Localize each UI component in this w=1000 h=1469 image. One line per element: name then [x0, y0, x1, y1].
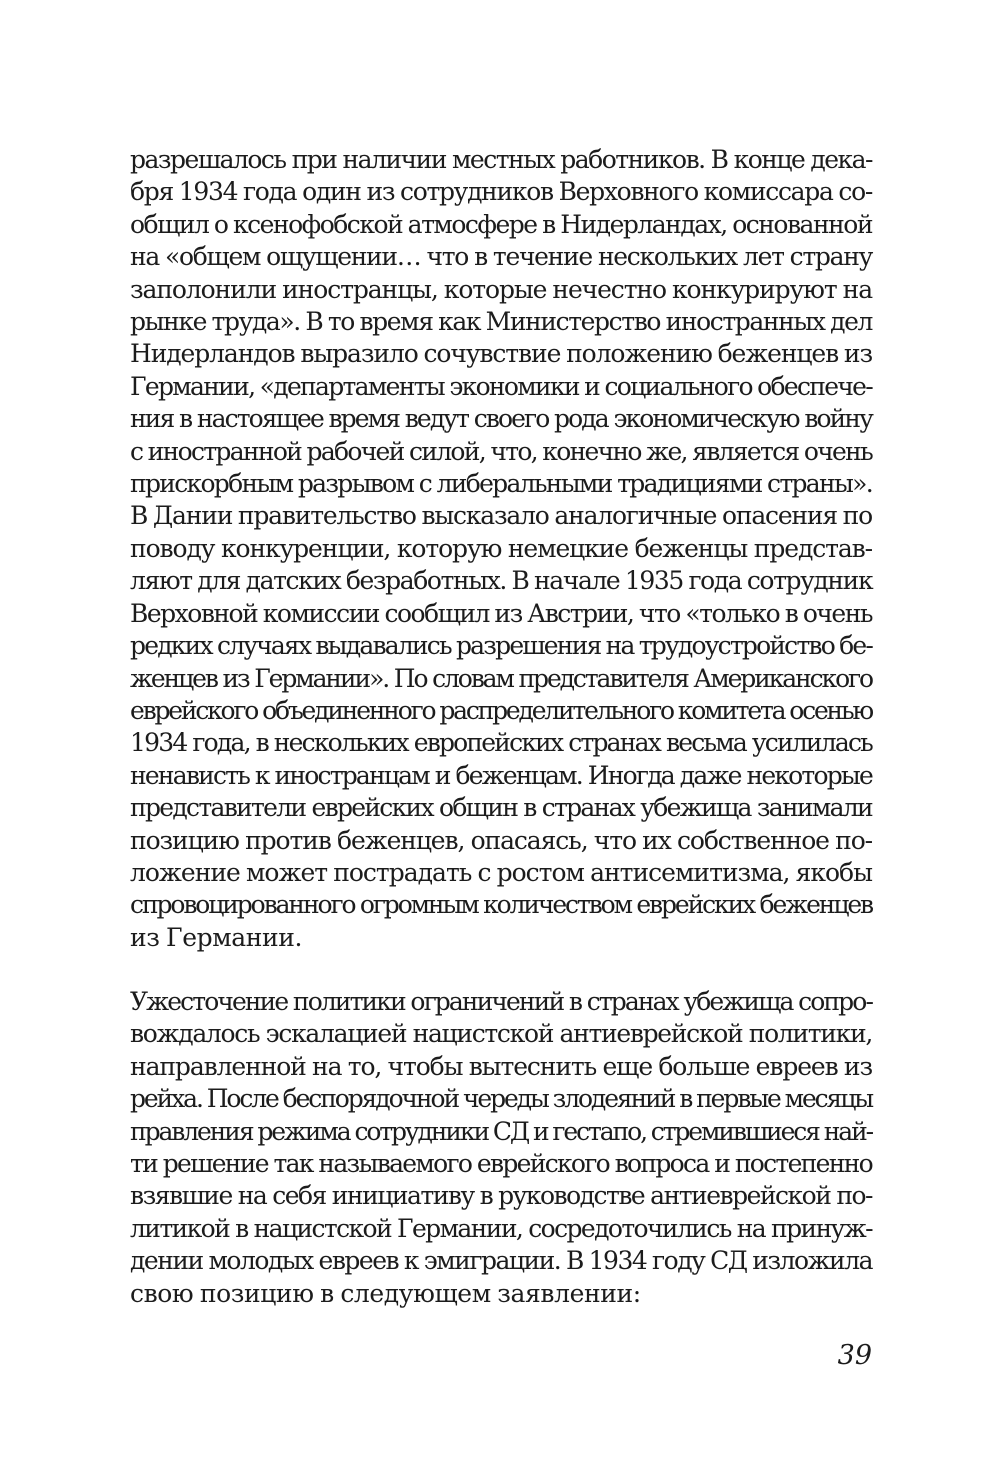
- text-line: общил о ксенофобской атмосфере в Нидерландах, основанной: [130, 209, 872, 239]
- paragraph-1: [130, 144, 872, 954]
- text-line: свою позицию в следующем заявлении:: [130, 1278, 641, 1308]
- text-line: спровоцированного огромным количеством еврейских беженцев: [130, 890, 872, 920]
- text-line: на «общем ощущении… что в течение нескольких лет страну: [130, 242, 872, 272]
- text-line: еврейского объединенного распределительного комитета осенью: [130, 695, 872, 725]
- text-line: Ужесточение политики ограничений в странах убежища сопро-: [130, 987, 872, 1016]
- text-line: поводу конкуренции, которую немецкие беженцы представ-: [130, 533, 872, 563]
- text-line: Германии, «департаменты экономики и социального обеспече-: [130, 371, 872, 401]
- text-line: вождалось эскалацией нацистской антиеврейской политики,: [130, 1019, 872, 1049]
- text-line: ти решение так называемого еврейского вопроса и постепенно: [130, 1149, 872, 1179]
- text-line: с иностранной рабочей силой, что, конечно же, является очень: [130, 436, 872, 466]
- text-line: ляют для датских безработных. В начале 1935 года сотрудник: [130, 566, 873, 596]
- text-line: бря 1934 года один из сотрудников Верховного комиссара со-: [130, 177, 872, 207]
- text-line: правления режима сотрудники СД и гестапо, стремившиеся най-: [130, 1116, 872, 1146]
- paragraph-2: [130, 986, 872, 1310]
- text-line: Верховной комиссии сообщил из Австрии, что «только в очень: [130, 598, 872, 628]
- text-line: женцев из Германии». По словам представителя Американского: [130, 663, 872, 693]
- text-line: ложение может пострадать с ростом антисемитизма, якобы: [130, 857, 872, 887]
- text-line: заполонили иностранцы, которые нечестно конкурируют на: [130, 274, 872, 304]
- text-line: ненависть к иностранцам и беженцам. Иногда даже некоторые: [130, 760, 872, 790]
- text-line: позицию против беженцев, опасаясь, что их собственное по-: [130, 825, 872, 855]
- text-line: представители еврейских общин в странах убежища занимали: [130, 793, 872, 823]
- text-line: взявшие на себя инициативу в руководстве антиеврейской по-: [130, 1181, 872, 1211]
- text-line: разрешалось при наличии местных работников. В конце дека-: [130, 145, 872, 174]
- text-line: литикой в нацистской Германии, сосредоточились на принуж-: [130, 1213, 872, 1243]
- text-line: рейха. После беспорядочной череды злодеяний в первые месяцы: [130, 1084, 872, 1114]
- text-line: прискорбным разрывом с либеральными традициями страны».: [130, 469, 872, 499]
- text-line: В Дании правительство высказало аналогичные опасения по: [130, 501, 872, 531]
- text-line: редких случаях выдавались разрешения на трудоустройство бе-: [130, 631, 872, 661]
- text-line: ния в настоящее время ведут своего рода экономическую войну: [130, 404, 872, 434]
- text-line: рынке труда». В то время как Министерство иностранных дел: [130, 307, 873, 337]
- text-line: 1934 года, в нескольких европейских странах весьма усилилась: [130, 728, 872, 758]
- text-line: Нидерландов выразило сочувствие положению беженцев из: [130, 339, 872, 369]
- text-line: дении молодых евреев к эмиграции. В 1934 году СД изложила: [130, 1246, 872, 1276]
- text-line: из Германии.: [130, 922, 303, 952]
- page-number: 39: [837, 1340, 872, 1371]
- text-line: направленной на то, чтобы вытеснить еще больше евреев из: [130, 1051, 872, 1081]
